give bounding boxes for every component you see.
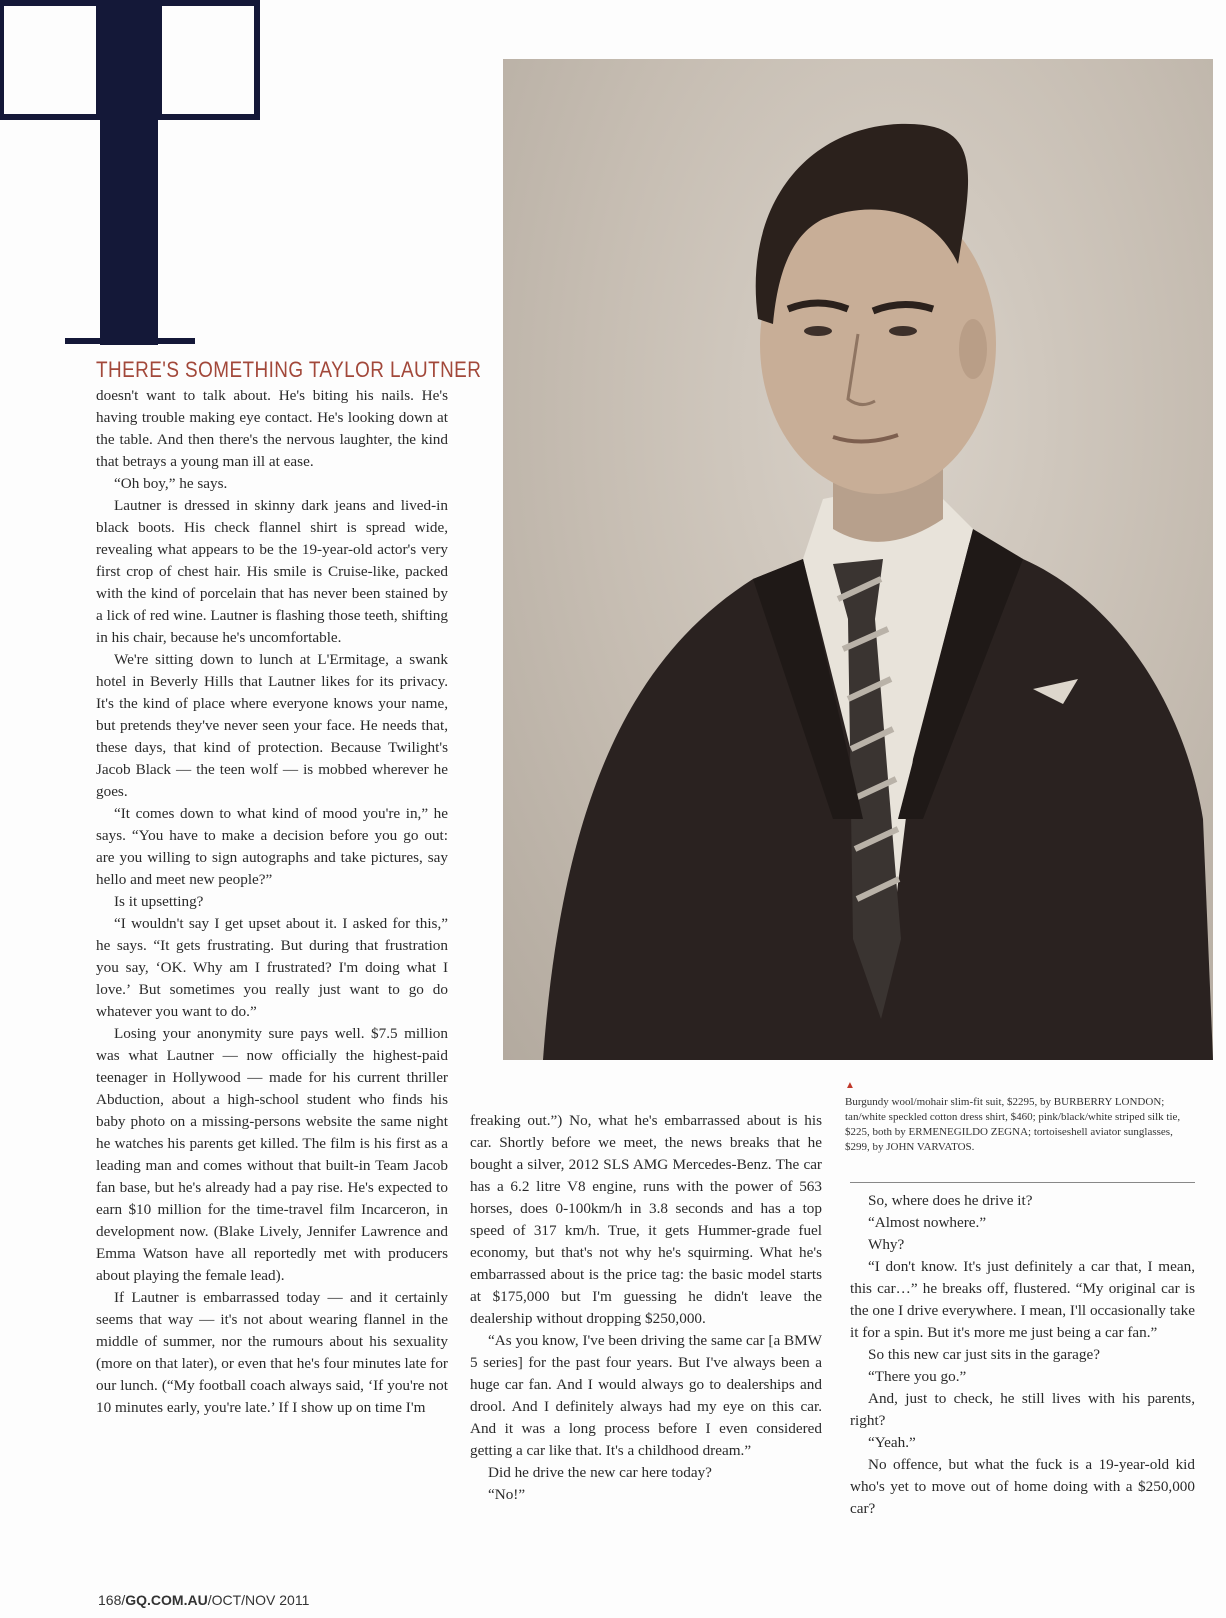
paragraph: “No!” [488, 1486, 526, 1503]
paragraph: We're sitting down to lunch at L'Ermitage, a swank hotel in Beverly Hills that Lautner likes for its privacy. It's the kind of place where everyone knows your name, but pretends they've never seen your face. He needs that, these days, that kind of protection. Because Twilight's Jacob Black — the teen wolf — is mobbed wherever he goes. [96, 651, 448, 800]
photo-caption [845, 1078, 1185, 1155]
drop-cap-t [0, 0, 260, 345]
article-column-1 [96, 385, 448, 1419]
issue-date: OCT/NOV 2011 [211, 1592, 310, 1608]
paragraph: Did he drive the new car here today? [488, 1464, 712, 1481]
paragraph: “Oh boy,” he says. [114, 475, 228, 492]
paragraph: Losing your anonymity sure pays well. $7.5 million was what Lautner — now officially the highest-paid teenager in Hollywood — made for his current thriller Abduction, about a high-school student who finds his baby photo on a missing-persons website the same night he watches his parents get killed. The film is his first as a leading man and comes without that built-in Team Jacob fan base, but he's already had a pay rise. He's expected to earn $10 million for the time-travel film Incarceron, in development now. (Blake Lively, Jennifer Lawrence and Emma Watson have all reportedly met with producers about playing the female lead). [96, 1025, 448, 1284]
paragraph: doesn't want to talk about. He's biting his nails. He's having trouble making eye contact. He's looking down at the table. And then there's the nervous laughter, the kind that betrays a young man ill at ease. [96, 387, 448, 470]
paragraph: Is it upsetting? [114, 893, 204, 910]
paragraph: If Lautner is embarrassed today — and it certainly seems that way — it's not about wearing flannel in the middle of summer, nor the rumours about his sexuality (more on that later), or even that he's four minutes late for our lunch. (“My football coach always said, ‘If you're not 10 minutes early, you're late.’ If I show up on time I'm [96, 1289, 448, 1416]
paragraph: freaking out.”) No, what he's embarrassed about is his car. Shortly before we meet, the news breaks that he bought a silver, 2012 SLS AMG Mercedes-Benz. The car has a 6.2 litre V8 engine, runs with the power of 563 horses, does 0-100km/h in 3.8 seconds and has a top speed of 317 km/h. True, it gets Hummer-grade fuel economy, but that's not why he's squirming. What he's embarrassed about is the price tag: the basic model starts at $175,000 but I'm guessing he didn't leave the dealership without dropping $250,000. [470, 1112, 822, 1327]
paragraph: Why? [868, 1236, 905, 1253]
paragraph: “Yeah.” [868, 1434, 916, 1451]
caption-marker-icon: ▲ [845, 1080, 855, 1091]
portrait-photo [503, 59, 1213, 1060]
paragraph: And, just to check, he still lives with his parents, right? [850, 1390, 1195, 1429]
article-column-3 [850, 1190, 1195, 1520]
caption-divider [850, 1182, 1195, 1183]
site-name: GQ.COM.AU [125, 1592, 208, 1608]
lead-in: THERE'S SOMETHING TAYLOR LAUTNER [96, 357, 482, 382]
paragraph: “Almost nowhere.” [868, 1214, 987, 1231]
page-number: 168 [98, 1592, 122, 1608]
paragraph: No offence, but what the fuck is a 19-year-old kid who's yet to move out of home doing with a $250,000 car? [850, 1456, 1195, 1517]
caption-text: Burgundy wool/mohair slim-fit suit, $2295, by BURBERRY LONDON; tan/white speckled cotton dress shirt, $460; pink/black/white striped silk tie, $225, both by ERMENEGILDO ZEGNA; tortoiseshell aviator sunglasses, $299, by JOHN VARVATOS. [845, 1096, 1181, 1153]
paragraph: “As you know, I've been driving the same car [a BMW 5 series] for the past four years. But I've always been a huge car fan. And I would always go to dealerships and drool. And I definitely always had my eye on this car. And it was a long process before I even considered getting a car like that. It's a childhood dream.” [470, 1332, 822, 1459]
paragraph: “I wouldn't say I get upset about it. I asked for this,” he says. “It gets frustrating. But during that frustration you say, ‘OK. Why am I frustrated? I'm doing what I love.’ But sometimes you really just want to go do whatever you want to do.” [96, 915, 448, 1020]
portrait-illustration [503, 59, 1213, 1060]
paragraph: So this new car just sits in the garage? [868, 1346, 1100, 1363]
paragraph: “I don't know. It's just definitely a car that, I mean, this car…” he breaks off, flustered. “My original car is the one I drive everywhere. I mean, I'll occasionally take it for a spin. But it's more me just being a car fan.” [850, 1258, 1195, 1341]
page-folio: 168/GQ.COM.AU/OCT/NOV 2011 [98, 1592, 310, 1608]
paragraph: “There you go.” [868, 1368, 967, 1385]
paragraph: So, where does he drive it? [868, 1192, 1033, 1209]
paragraph: “It comes down to what kind of mood you're in,” he says. “You have to make a decision before you go out: are you willing to sign autographs and take pictures, say hello and meet new people?” [96, 805, 448, 888]
article-column-2 [470, 1110, 822, 1506]
paragraph: Lautner is dressed in skinny dark jeans and lived-in black boots. His check flannel shirt is spread wide, revealing what appears to be the 19-year-old actor's very first crop of chest hair. His smile is Cruise-like, packed with the kind of porcelain that has never been stained by a lick of red wine. Lautner is flashing those teeth, shifting in his chair, because he's uncomfortable. [96, 497, 448, 646]
